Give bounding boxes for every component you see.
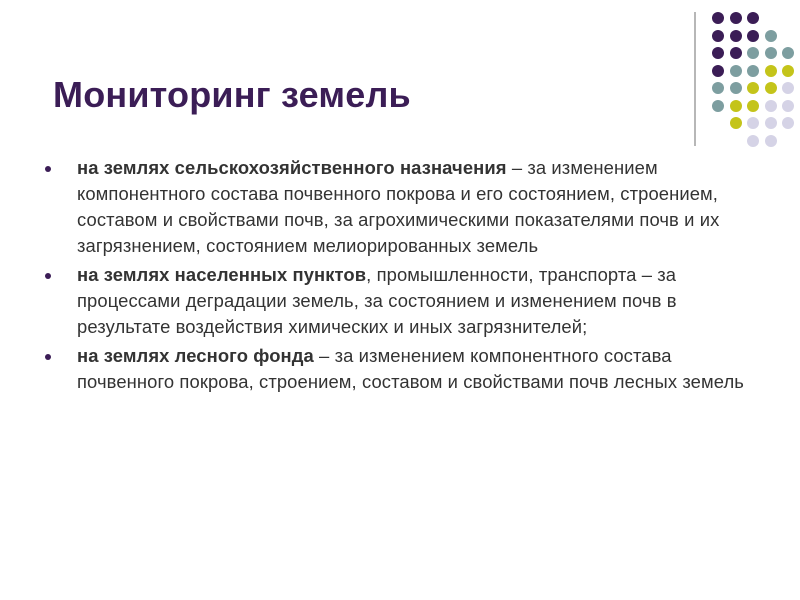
bullet-item-agricultural-lands [40,155,760,259]
decorative-dot [712,47,724,59]
bullet-text: – за изменением компонентного состава почвенного покрова, строением, составом и свойствами почв лесных земель [77,345,744,392]
decorative-dot [712,12,724,24]
title-divider-line [694,12,696,146]
bullet-lead: на землях лесного фонда [77,345,314,366]
decorative-dot [765,135,777,147]
decorative-dot [782,82,794,94]
slide-title: Мониторинг земель [53,74,411,115]
bullet-icon [45,166,51,172]
decorative-dot [712,65,724,77]
bullet-icon [45,273,51,279]
bullet-lead: на землях населенных пунктов [77,264,367,285]
bullet-list [40,155,760,398]
decorative-dot [712,100,724,112]
decorative-dot [730,65,742,77]
decorative-dot [765,117,777,129]
decorative-dot [765,30,777,42]
decorative-dot [730,12,742,24]
bullet-lead: на землях сельскохозяйственного назначения [77,157,507,178]
bullet-item-settlement-lands [40,262,760,340]
decorative-dot [747,100,759,112]
bullet-item-forest-lands [40,343,760,395]
bullet-icon [45,354,51,360]
decorative-dot [747,135,759,147]
decorative-dot [747,47,759,59]
decorative-dot [782,100,794,112]
bullet-text: – за изменением компонентного состава почвенного покрова и его состоянием, строением, составом и свойствами почв, за агрохимическими показателями почв и их загрязнением, состоянием мелиорированных земель [77,157,720,256]
decorative-dot [765,65,777,77]
decorative-dot [730,47,742,59]
decorative-dot [782,65,794,77]
decorative-dot [730,117,742,129]
decorative-dot [765,100,777,112]
decorative-dot-grid [0,0,800,140]
decorative-dot [747,12,759,24]
decorative-dot [730,82,742,94]
decorative-dot [747,117,759,129]
decorative-dot [747,65,759,77]
bullet-text: , промышленности, транспорта – за процессами деградации земель, за состоянием и изменением почв в результате воздействия химических и иных загрязнителей; [77,264,677,337]
decorative-dot [712,30,724,42]
decorative-dot [765,47,777,59]
decorative-dot [747,30,759,42]
decorative-dot [747,82,759,94]
decorative-dot [765,82,777,94]
decorative-dot [782,117,794,129]
decorative-dot [782,47,794,59]
decorative-dot [712,82,724,94]
decorative-dot [730,100,742,112]
decorative-dot [730,30,742,42]
